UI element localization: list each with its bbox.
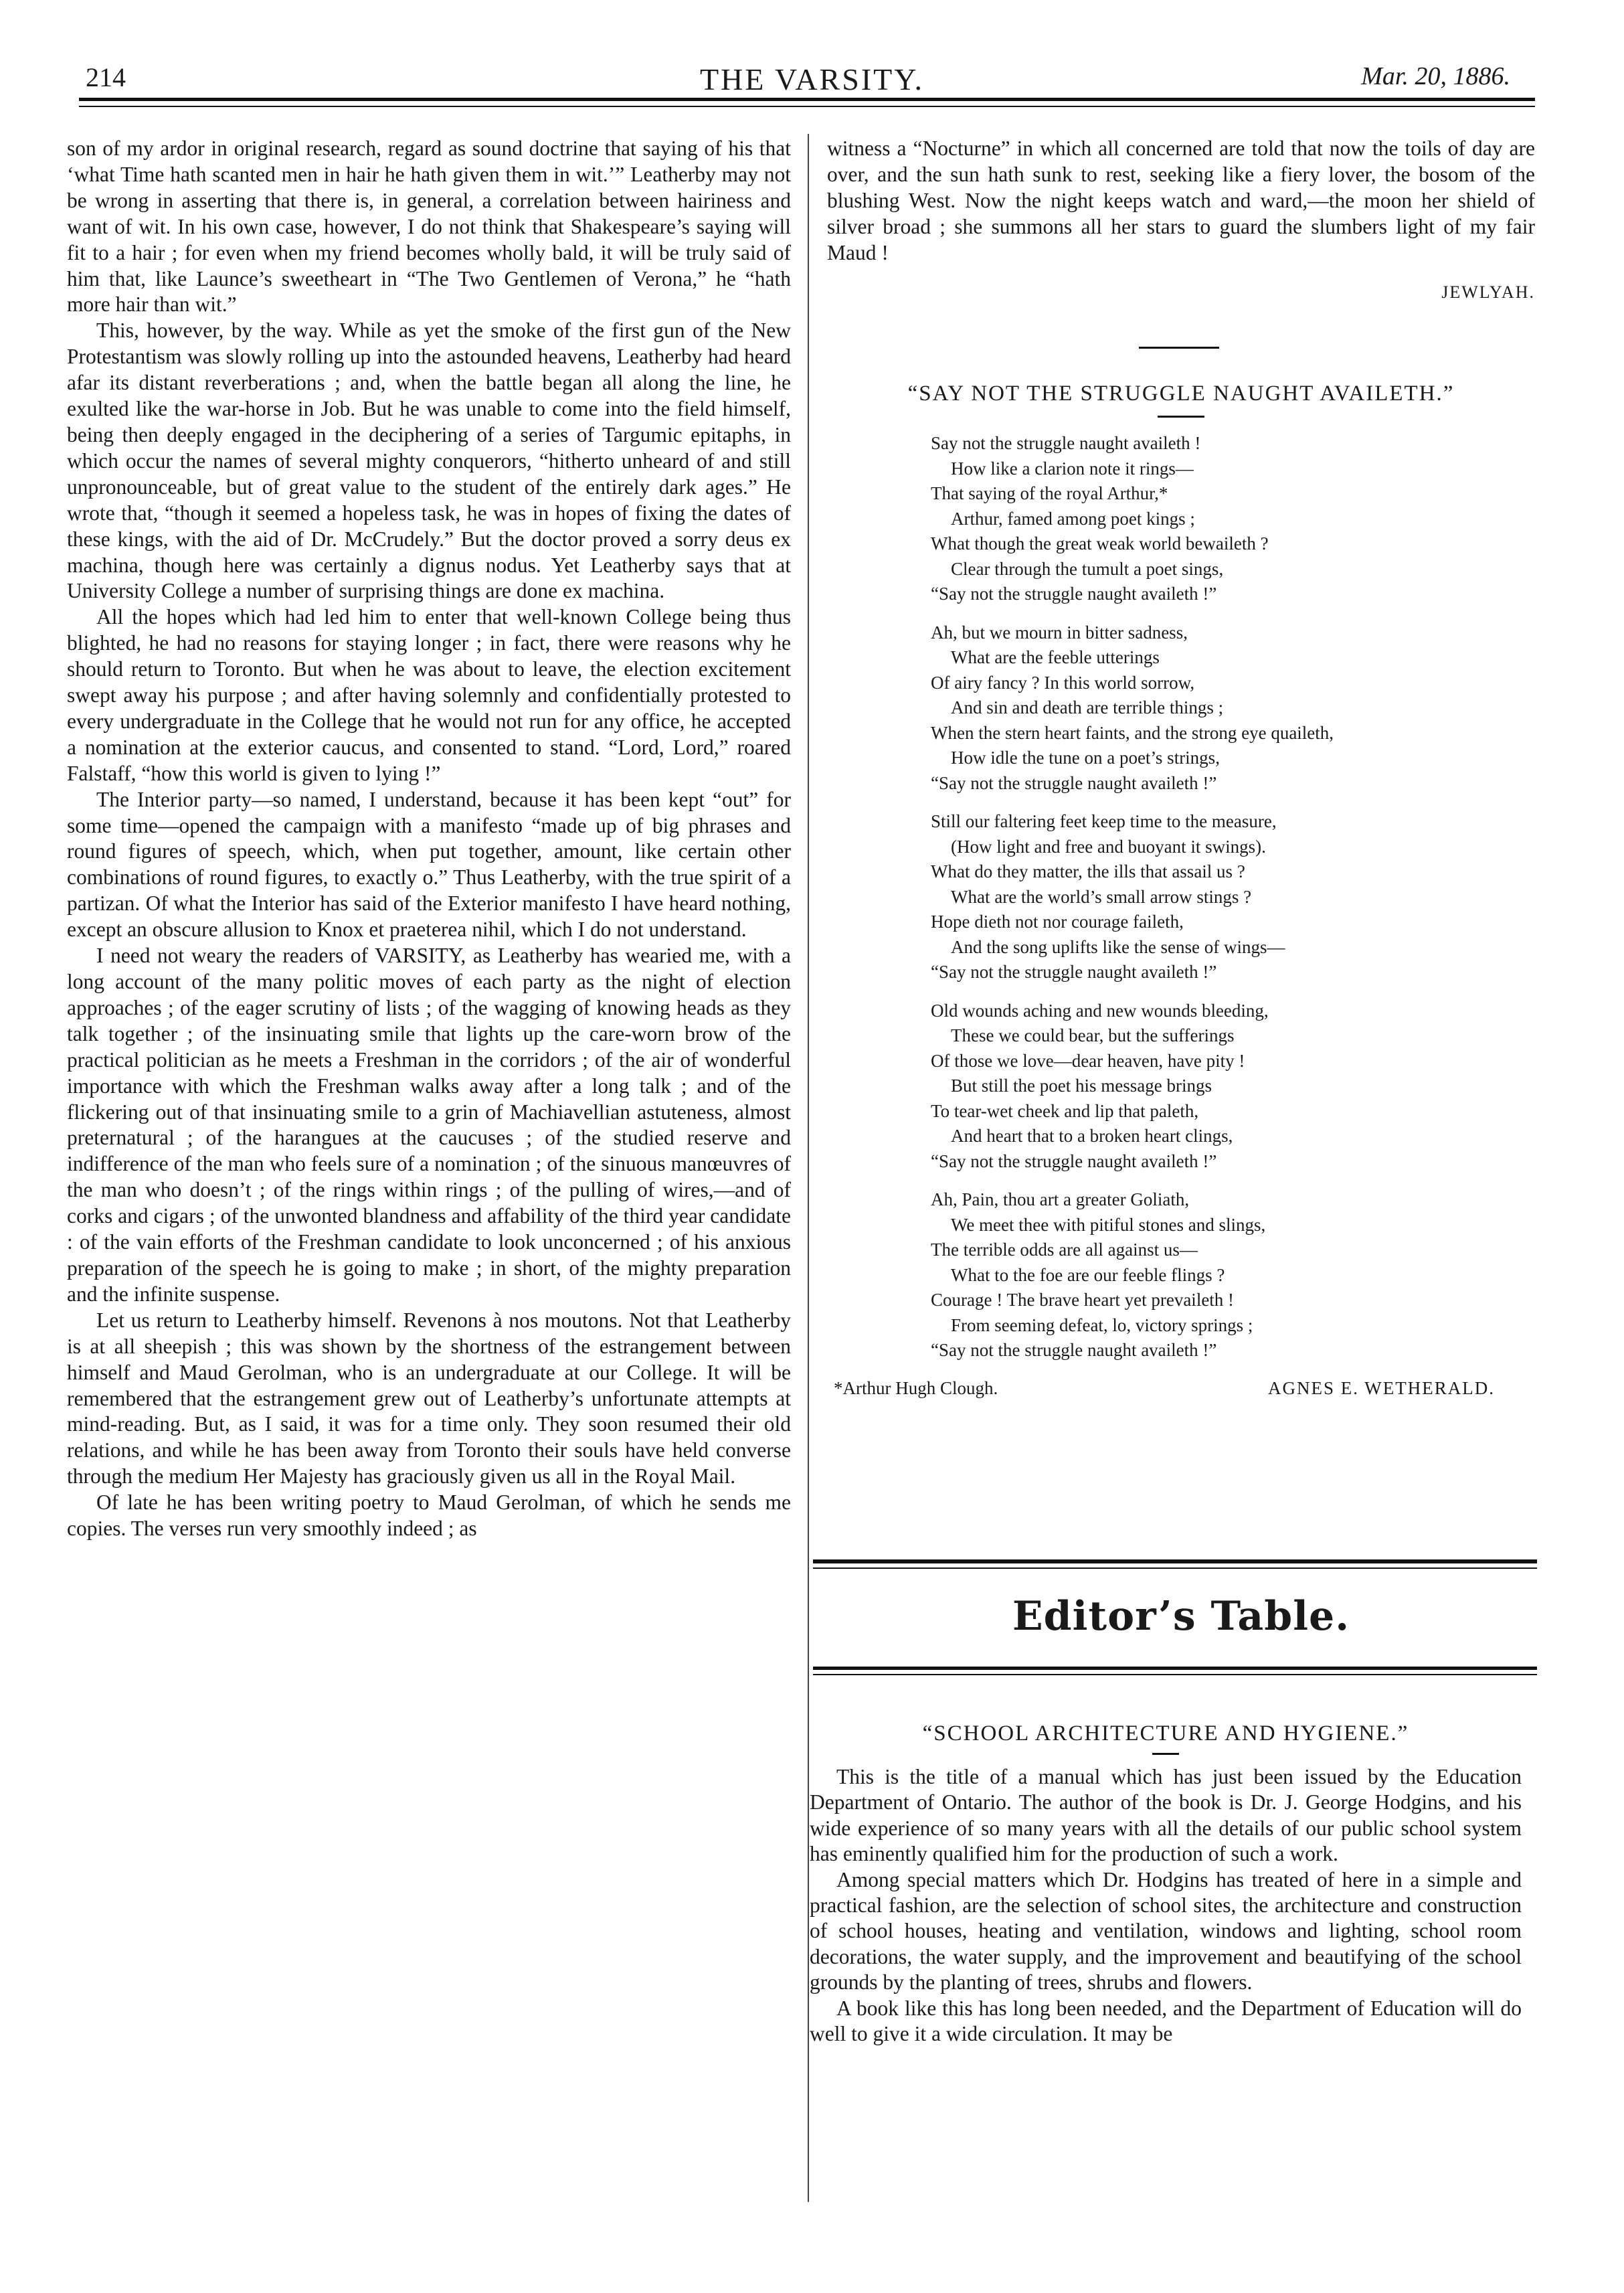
article-paragraph: son of my ardor in original research, regard as sound doctrine that saying of his that ‘what Time hath scanted men in hair he hath given them in wit.’” Leatherby may not be wrong in asserting that there is, in general, a correlation between hairiness and want of wit. In his own case, however, I do not think that Shakespeare’s saying will fit to a hair ; for even when my friend becomes wholly bald, it will be truly said of him that, like Launce’s sweetheart in “The Two Gentlemen of Verona,” he “hath more hair than wit.” — [67, 137, 791, 317]
poem-line: To tear-wet cheek and lip that paleth, — [931, 1100, 1199, 1121]
poem-line: “Say not the struggle naught availeth !” — [931, 1340, 1217, 1360]
poem-line: What though the great weak world bewaileth ? — [931, 533, 1269, 554]
poem-stanza — [931, 431, 1535, 607]
poem-line: That saying of the royal Arthur,* — [931, 483, 1168, 503]
poem-line: The terrible odds are all against us— — [931, 1240, 1198, 1260]
editors-table-heading: Editor’s Table. — [1012, 1593, 1350, 1640]
poem-line: Old wounds aching and new wounds bleeding, — [931, 1000, 1269, 1021]
poem-footer — [834, 1378, 1495, 1399]
masthead-title: THE VARSITY. — [699, 62, 925, 96]
issue-date: Mar. 20, 1886. — [1361, 62, 1510, 90]
poem-line: Courage ! The brave heart yet prevaileth ! — [931, 1290, 1235, 1310]
editors-bottom-rule-thin — [813, 1674, 1537, 1675]
section-short-rule — [1139, 347, 1219, 349]
school-article-body — [810, 1764, 1522, 2047]
article-paragraph: All the hopes which had led him to enter that well-known College being thus blighted, he had no reasons for staying longer ; in fact, there were reasons why he should return to Toronto. But when he was about to leave, the election excitement swept away his purpose ; and after having solemnly and confidentially protested to every undergraduate in the College that he would not run for any office, he accepted a nomination at the exterior caucus, and consented to stand. “Lord, Lord,” roared Falstaff, “how this world is given to lying !” — [67, 605, 791, 785]
poem-line: Still our faltering feet keep time to the measure, — [931, 811, 1277, 831]
poem-line: Arthur, famed among poet kings ; — [951, 508, 1195, 529]
poem-title: “SAY NOT THE STRUGGLE NAUGHT AVAILETH.” — [907, 381, 1455, 406]
poem-line: “Say not the struggle naught availeth !” — [931, 1151, 1217, 1171]
school-paragraph: A book like this has long been needed, and the Department of Education will do well to give it a wide circulation. It may be — [810, 1996, 1522, 2046]
poem-line: Of airy fancy ? In this world sorrow, — [931, 672, 1195, 693]
article-paragraph: This, however, by the way. While as yet the smoke of the first gun of the New Protestantism was slowly rolling up into the astounded heavens, Leatherby had heard afar its distant reverberations ; and, when the battle began all along the line, he exulted like the war-horse in Job. But he was unable to come into the field himself, being then deeply engaged in the deciphering of a series of Targumic epitaphs, in which occur the names of several mighty conquerors, “hitherto unheard of and still unpronounceable, but of great value to the student of the entirely dark ages.” He wrote that, “though it seemed a hopeless task, he was in hopes of fixing the dates of these kings, with the aid of Dr. McCrudely.” But the doctor proved a sorry deus ex machina, though here was certainly a dignus nodus. Yet Leatherby says that at University College a number of surprising things are done ex machina. — [67, 319, 791, 603]
school-title-rule — [1152, 1753, 1179, 1755]
continuation-paragraph: witness a “Nocturne” in which all concerned are told that now the toils of day are over, and the sun hath sunk to rest, seeking like a fiery lover, the bosom of the blushing West. Now the night keeps watch and ward,—the moon her shield of silver broad ; she summons all her stars to guard the slumbers light of my fair Maud ! — [827, 137, 1535, 264]
poem-footnote: *Arthur Hugh Clough. — [834, 1377, 998, 1398]
editors-rule-thin — [813, 1567, 1537, 1569]
poem-line: We meet thee with pitiful stones and slings, — [951, 1214, 1266, 1235]
poem-line: What are the feeble utterings — [951, 647, 1160, 667]
school-paragraph: This is the title of a manual which has just been issued by the Education Department of Ontario. The author of the book is Dr. J. George Hodgins, and his wide experience of so many years with all the details of our public school system has eminently qualified him for the production of such a work. — [810, 1765, 1522, 1866]
column-divider — [808, 134, 809, 2202]
poem-line: And the song uplifts like the sense of wings— — [951, 936, 1285, 957]
poem-line: From seeming defeat, lo, victory springs ; — [951, 1314, 1253, 1335]
poem-line: Ah, Pain, thou art a greater Goliath, — [931, 1189, 1190, 1209]
poem-line: “Say not the struggle naught availeth !” — [931, 584, 1217, 604]
poem-line: Say not the struggle naught availeth ! — [931, 433, 1201, 453]
poem-section — [827, 381, 1535, 1399]
poem-line: But still the poet his message brings — [951, 1076, 1212, 1096]
poem-title-rule — [1158, 416, 1204, 418]
poem-line: Of those we love—dear heaven, have pity ! — [931, 1050, 1245, 1071]
poem-stanza — [931, 1187, 1535, 1363]
page-number: 214 — [86, 62, 126, 92]
editors-bottom-rule-thick — [813, 1667, 1537, 1670]
article-paragraph: Let us return to Leatherby himself. Revenons à nos moutons. Not that Leatherby is at all sheepish ; this was shown by the shortness of the estrangement between himself and Maud Gerolman, who is an undergraduate at our College. It will be remembered that the estrangement grew out of Leatherby’s unfortunate attempts at mind-reading. But, as I said, it was for a time only. They soon resumed their old relations, and while he has been away from Toronto their souls have held converse through the medium Her Majesty has graciously given us all in the Royal Mail. — [67, 1308, 791, 1489]
poem-stanza — [931, 809, 1535, 985]
poem-line: What are the world’s small arrow stings ? — [951, 886, 1252, 907]
poem-line: How like a clarion note it rings— — [951, 458, 1194, 479]
poem-line: Clear through the tumult a poet sings, — [951, 558, 1224, 579]
article-paragraph: I need not weary the readers of VARSITY, as Leatherby has wearied me, with a long account of the many politic moves of each party as the night of election approaches ; of the eager scrutiny of lists ; of the wagging of knowing heads as they talk together ; of the insinuating smile that lights up the care-worn brow of the practical politician as he meets a Freshman in the corridors ; of the air of wonderful importance with which the Freshman walks away after a long talk ; and of the flickering out of that insinuating smile to a grin of Machiavellian astuteness, almost preternatural ; of the harangues at the caucuses ; of the studied reserve and indifference of the man who feels sure of a nomination ; of the sinuous manœuvres of the man who doesn’t ; of the rings within rings ; of the pulling of wires,—and of corks and cigars ; of the unwonted blandness and affability of the third year candidate : of the vain efforts of the Freshman candidate to look unconcerned ; of his anxious preparation of the speech he is going to make ; in short, of the mighty preparation and the infinite suspense. — [67, 944, 791, 1306]
poem-body — [931, 431, 1535, 1363]
right-column-continuation — [827, 136, 1535, 305]
poem-line: What do they matter, the ills that assail us ? — [931, 861, 1245, 881]
editors-rule-thick — [813, 1559, 1537, 1563]
school-paragraph: Among special matters which Dr. Hodgins has treated of here in a simple and practical fashion, are the selection of school sites, the architecture and construction of school houses, heating and ventilation, windows and lighting, school room decorations, the water supply, and the improvement and beautifying of the school grounds by the planting of trees, shrubs and flowers. — [810, 1867, 1522, 1994]
school-article — [810, 1721, 1522, 2047]
article-paragraph: The Interior party—so named, I understand, because it has been kept “out” for some time—opened the campaign with a manifesto “made up of big phrases and round figures of speech, which, when put together, amount, like certain other combinations of round figures, to exactly o.” Thus Leatherby, with the true spirit of a partizan. Of what the Interior has said of the Exterior manifesto I have heard nothing, except an obscure allusion to Knox et praeterea nihil, which I do not understand. — [67, 787, 791, 942]
poem-line: And heart that to a broken heart clings, — [951, 1126, 1233, 1146]
article-signature: JEWLYAH. — [1441, 282, 1535, 302]
header-rule-thick — [79, 98, 1535, 101]
poem-line: (How light and free and buoyant it swings). — [951, 836, 1266, 857]
poem-line: What to the foe are our feeble flings ? — [951, 1264, 1225, 1285]
poem-stanza — [931, 999, 1535, 1175]
poem-line: And sin and death are terrible things ; — [951, 697, 1224, 717]
poem-line: How idle the tune on a poet’s strings, — [951, 748, 1220, 768]
poem-line: When the stern heart faints, and the strong eye quaileth, — [931, 722, 1334, 743]
poem-stanza — [931, 620, 1535, 796]
poem-line: Hope dieth not nor courage faileth, — [931, 912, 1184, 932]
left-column-article — [67, 136, 791, 1542]
poem-line: “Say not the struggle naught availeth !” — [931, 772, 1217, 793]
article-paragraph: Of late he has been writing poetry to Maud Gerolman, of which he sends me copies. The verses run very smoothly indeed ; as — [67, 1491, 791, 1541]
poem-line: These we could bear, but the sufferings — [951, 1025, 1235, 1045]
poem-line: “Say not the struggle naught availeth !” — [931, 962, 1217, 982]
header-rule-thin — [79, 106, 1535, 107]
school-article-title: “SCHOOL ARCHITECTURE AND HYGIENE.” — [922, 1721, 1409, 1746]
poem-author: AGNES E. WETHERALD. — [1268, 1377, 1495, 1398]
poem-line: Ah, but we mourn in bitter sadness, — [931, 622, 1188, 643]
